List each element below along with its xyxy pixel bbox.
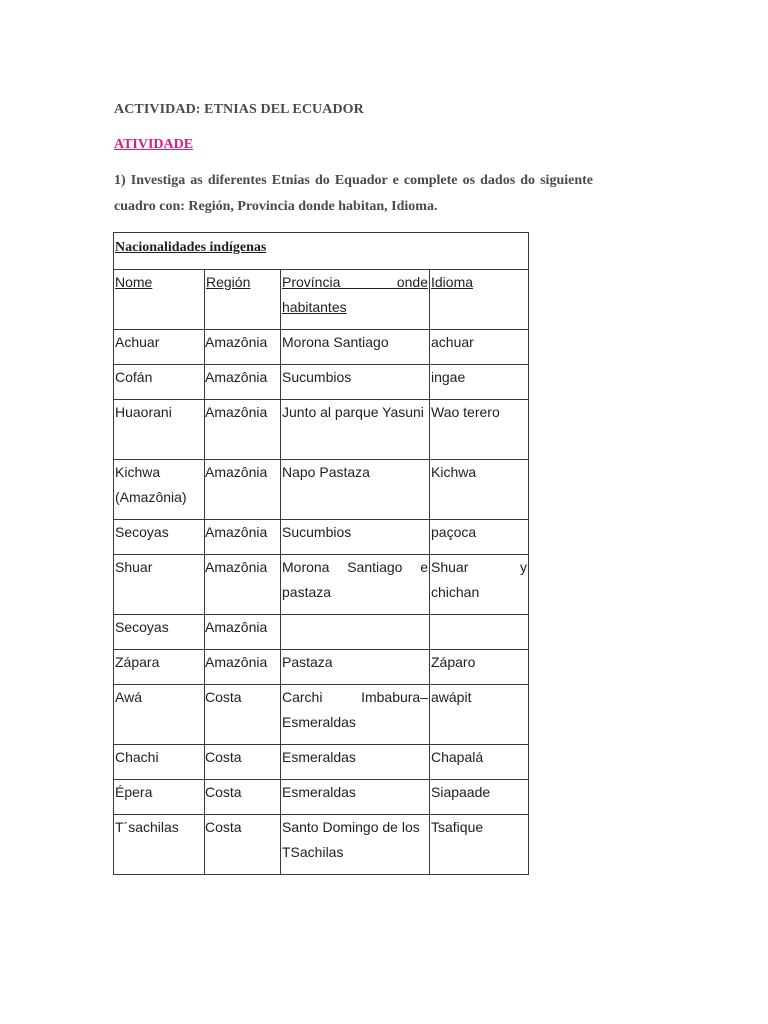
table-row [114,685,529,745]
cell-nome: Awá [114,685,205,745]
cell-idioma: paçoca [430,520,529,555]
cell-region: Amazônia [205,520,281,555]
document-title: ACTIVIDAD: ETNIAS DEL ECUADOR [114,102,364,117]
cell-region: Costa [205,780,281,815]
cell-nome: Achuar [114,330,205,365]
cell-region: Amazônia [205,330,281,365]
cell-idioma: Kichwa [430,460,529,520]
cell-provincia: Morona Santiago e pastaza [281,555,430,615]
cell-idioma: Záparo [430,650,529,685]
header-nome: Nome [114,270,205,330]
cell-idioma: Shuar y chichan [430,555,529,615]
cell-provincia: Sucumbios [281,520,430,555]
cell-provincia: Sucumbios [281,365,430,400]
table-row [114,460,529,520]
cell-idioma: Chapalá [430,745,529,780]
cell-provincia: Pastaza [281,650,430,685]
cell-provincia: Santo Domingo de los TSachilas [281,815,430,875]
ethnicities-table [113,232,529,875]
table-row [114,400,529,460]
cell-nome: Chachi [114,745,205,780]
cell-region: Amazônia [205,615,281,650]
cell-region: Costa [205,685,281,745]
cell-region: Amazônia [205,460,281,520]
table-row [114,650,529,685]
cell-nome: Kichwa (Amazônia) [114,460,205,520]
header-region: Región [205,270,281,330]
header-provincia: Província onde habitantes [281,270,430,330]
cell-provincia: Esmeraldas [281,745,430,780]
section-heading: ATIVIDADE [114,137,194,152]
table-row [114,615,529,650]
cell-provincia: Morona Santiago [281,330,430,365]
cell-idioma: achuar [430,330,529,365]
cell-nome: Secoyas [114,520,205,555]
cell-nome: T´sachilas [114,815,205,875]
cell-idioma: Siapaade [430,780,529,815]
cell-provincia [281,615,430,650]
table-row [114,780,529,815]
header-idioma: Idioma [430,270,529,330]
cell-idioma: Tsafique [430,815,529,875]
table-caption-row [114,233,529,270]
table-row [114,520,529,555]
cell-idioma: awápit [430,685,529,745]
cell-nome: Cofán [114,365,205,400]
cell-region: Amazônia [205,365,281,400]
table-header-row [114,270,529,330]
instructions-paragraph: 1) Investiga as diferentes Etnias do Equador e complete os dados do siguiente cuadro con: Región, Provincia donde habitan, Idioma. [114,173,593,214]
cell-region: Costa [205,745,281,780]
cell-provincia: Carchi Imbabura–Esmeraldas [281,685,430,745]
table-row [114,330,529,365]
cell-region: Amazônia [205,555,281,615]
cell-idioma [430,615,529,650]
cell-nome: Huaorani [114,400,205,460]
cell-region: Amazônia [205,400,281,460]
cell-provincia: Esmeraldas [281,780,430,815]
cell-nome: Zápara [114,650,205,685]
table-row [114,815,529,875]
cell-idioma: ingae [430,365,529,400]
table-row [114,745,529,780]
cell-region: Costa [205,815,281,875]
table-row [114,555,529,615]
cell-provincia: Napo Pastaza [281,460,430,520]
cell-idioma: Wao terero [430,400,529,460]
cell-region: Amazônia [205,650,281,685]
table-row [114,365,529,400]
cell-nome: Secoyas [114,615,205,650]
cell-provincia: Junto al parque Yasuni [281,400,430,460]
cell-nome: Shuar [114,555,205,615]
table-caption: Nacionalidades indígenas [114,233,529,270]
cell-nome: Épera [114,780,205,815]
